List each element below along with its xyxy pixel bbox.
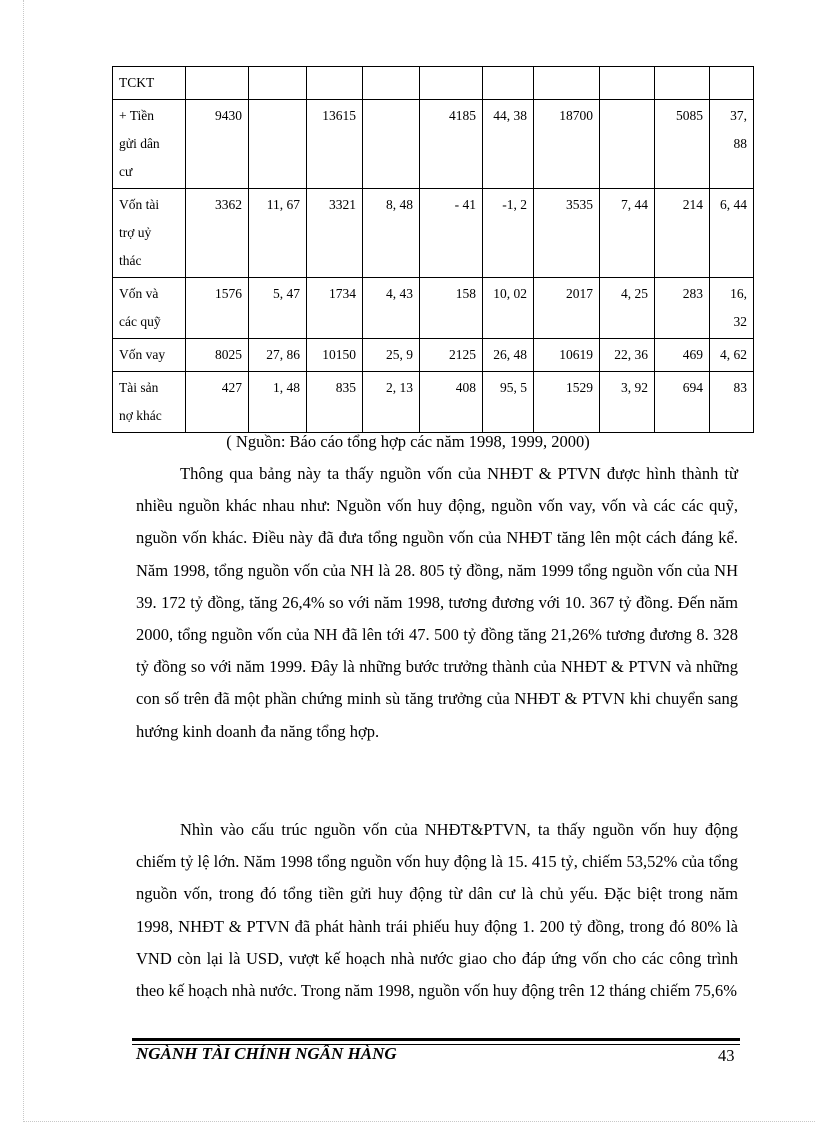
table-cell: 6, 44 — [710, 189, 754, 278]
table-cell: 8025 — [186, 339, 249, 372]
row-label — [113, 339, 186, 372]
table-cell: 44, 38 — [483, 100, 534, 189]
table-cell — [249, 100, 307, 189]
row-label-line: Vốn tài — [119, 197, 160, 212]
table-cell: 4185 — [420, 100, 483, 189]
table-cell: 9430 — [186, 100, 249, 189]
table-cell: 13615 — [307, 100, 363, 189]
table-cell: 10619 — [534, 339, 600, 372]
row-label — [113, 372, 186, 433]
table-cell — [307, 67, 363, 100]
row-label-line: Tài sản — [119, 380, 159, 395]
table-cell: 16, 32 — [710, 278, 754, 339]
table-row — [113, 339, 754, 372]
row-label-line: trợ uỷ — [119, 225, 152, 240]
table-body — [113, 67, 754, 433]
table-cell: 11, 67 — [249, 189, 307, 278]
table-cell: 10, 02 — [483, 278, 534, 339]
row-label-line: Vốn và — [119, 286, 159, 301]
table-cell: 408 — [420, 372, 483, 433]
page-number: 43 — [718, 1046, 735, 1065]
table-cell: 25, 9 — [363, 339, 420, 372]
table-cell — [363, 67, 420, 100]
table-cell — [186, 67, 249, 100]
table-cell: 158 — [420, 278, 483, 339]
table-cell: 5, 47 — [249, 278, 307, 339]
table-cell: 4, 25 — [600, 278, 655, 339]
table-row — [113, 278, 754, 339]
table-cell: 7, 44 — [600, 189, 655, 278]
table-cell: 2125 — [420, 339, 483, 372]
table-cell: 8, 48 — [363, 189, 420, 278]
table-cell: 283 — [655, 278, 710, 339]
row-label — [113, 189, 186, 278]
table-row — [113, 189, 754, 278]
table-cell — [600, 67, 655, 100]
capital-structure-table — [112, 66, 754, 433]
table-cell: 95, 5 — [483, 372, 534, 433]
table-cell: 2017 — [534, 278, 600, 339]
table-cell: 4, 62 — [710, 339, 754, 372]
table-cell — [363, 100, 420, 189]
table-cell: 3362 — [186, 189, 249, 278]
table-cell: 1734 — [307, 278, 363, 339]
table-cell — [420, 67, 483, 100]
table-cell: 26, 48 — [483, 339, 534, 372]
row-label-line: các quỹ — [119, 314, 161, 329]
paragraph-1 — [136, 458, 738, 748]
table-cell: 83 — [710, 372, 754, 433]
table-cell: 1529 — [534, 372, 600, 433]
table-cell — [534, 67, 600, 100]
row-label — [113, 67, 186, 100]
row-label-line: thác — [119, 253, 142, 268]
table-cell: -1, 2 — [483, 189, 534, 278]
table-cell — [600, 100, 655, 189]
table-cell: 427 — [186, 372, 249, 433]
paragraph-text: Thông qua bảng này ta thấy nguồn vốn của NHĐT & PTVN được hình thành từ nhiều nguồn khác nhau như: Nguồn vốn huy động, nguồn vốn vay, vốn và các các quỹ, nguồn vốn khác. Điều này đã đưa tổng nguồn vốn của NHĐT tăng lên một cách đáng kể. Năm 1998, tổng nguồn vốn của NH là 28. 805 tỷ đồng, năm 1999 tổng nguồn vốn của NH 39. 172 tỷ đồng, tăng 26,4% so với năm 1998, tương đương với 10. 367 tỷ đồng. Đến năm 2000, tổng nguồn vốn của NH đã lên tới 47. 500 tỷ đồng tăng 21,26% tương đương 8. 328 tỷ đồng so với năm 1999. Đây là những bước trưởng thành của NHĐT & PTVN và những con số trên đã một phần chứng minh sù tăng trưởng của NHĐT & PTVN khi chuyển sang hướng kinh doanh đa năng tổng hợp. — [136, 464, 738, 741]
row-label — [113, 100, 186, 189]
footer-title: NGÀNH TÀI CHÍNH NGÂN HÀNG — [136, 1044, 397, 1063]
row-label-line: Vốn vay — [119, 347, 166, 362]
table-cell: 37, 88 — [710, 100, 754, 189]
row-label-line: nợ khác — [119, 408, 162, 423]
table-cell — [483, 67, 534, 100]
table-cell: 2, 13 — [363, 372, 420, 433]
table-cell: 1, 48 — [249, 372, 307, 433]
table-row — [113, 67, 754, 100]
table-cell: 4, 43 — [363, 278, 420, 339]
table-cell: 5085 — [655, 100, 710, 189]
paragraph-text: Nhìn vào cấu trúc nguồn vốn của NHĐT&PTVN, ta thấy nguồn vốn huy động chiếm tỷ lệ lớn. Năm 1998 tổng nguồn vốn huy động là 15. 415 tỷ, chiếm 53,52% của tổng nguồn vốn, trong đó tổng tiền gửi huy động từ dân cư là chủ yếu. Đặc biệt trong năm 1998, NHĐT & PTVN đã phát hành trái phiếu huy động 1. 200 tỷ đồng, trong đó 80% là VND còn lại là USD, vượt kế hoạch nhà nước giao cho đáp ứng vốn cho các công trình theo kế hoạch nhà nước. Trong năm 1998, nguồn vốn huy động trên 12 tháng chiếm 75,6% — [136, 820, 738, 1001]
table-row — [113, 100, 754, 189]
row-label-line: + Tiền — [119, 108, 155, 123]
table-cell: 694 — [655, 372, 710, 433]
table-cell: 3, 92 — [600, 372, 655, 433]
source-note: ( Nguồn: Báo cáo tổng hợp các năm 1998, 1999, 2000) — [226, 432, 590, 451]
table-cell — [249, 67, 307, 100]
table-cell: 3321 — [307, 189, 363, 278]
row-label-line: gửi dân — [119, 136, 160, 151]
table-row — [113, 372, 754, 433]
table-cell: 3535 — [534, 189, 600, 278]
table-cell: 1576 — [186, 278, 249, 339]
table-cell: 214 — [655, 189, 710, 278]
paragraph-2 — [136, 814, 738, 1007]
table-cell: 22, 36 — [600, 339, 655, 372]
row-label — [113, 278, 186, 339]
table-cell: 835 — [307, 372, 363, 433]
table-cell — [655, 67, 710, 100]
table-cell: - 41 — [420, 189, 483, 278]
table-cell: 469 — [655, 339, 710, 372]
table-cell: 27, 86 — [249, 339, 307, 372]
table-cell — [710, 67, 754, 100]
row-label-line: TCKT — [119, 75, 155, 90]
table-cell: 10150 — [307, 339, 363, 372]
table-cell: 18700 — [534, 100, 600, 189]
row-label-line: cư — [119, 164, 133, 179]
